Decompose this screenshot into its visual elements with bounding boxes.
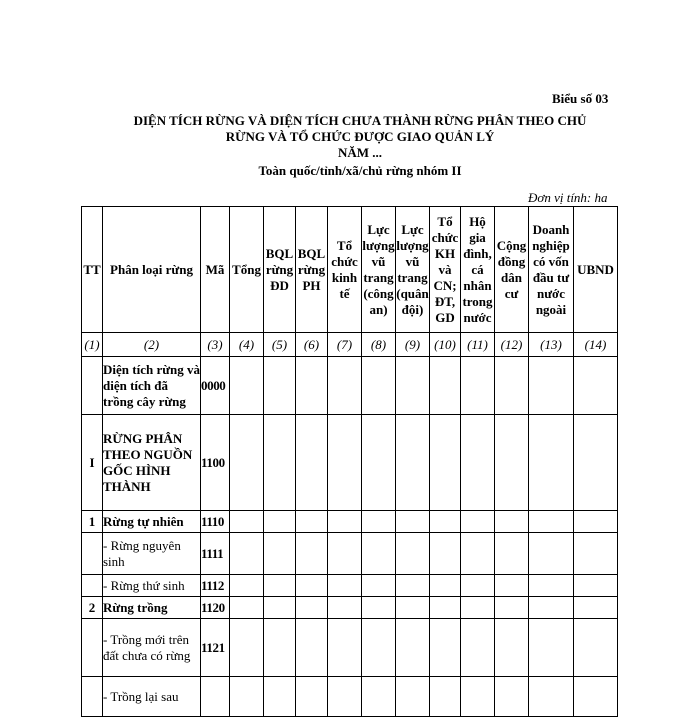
row-category: Rừng trồng xyxy=(103,597,201,619)
row-category: RỪNG PHÂN THEO NGUỒN GỐC HÌNH THÀNH xyxy=(103,415,201,511)
col-number: (12) xyxy=(495,333,529,357)
col-number: (3) xyxy=(201,333,230,357)
value-cell xyxy=(529,533,574,575)
value-cell xyxy=(264,415,296,511)
row-index xyxy=(82,357,103,415)
value-cell xyxy=(495,619,529,677)
col-header: Mã xyxy=(201,207,230,333)
col-number: (5) xyxy=(264,333,296,357)
table-row xyxy=(82,597,618,619)
value-cell xyxy=(264,619,296,677)
value-cell xyxy=(430,511,461,533)
value-cell xyxy=(396,575,430,597)
value-cell xyxy=(230,619,264,677)
col-number: (11) xyxy=(461,333,495,357)
value-cell xyxy=(529,677,574,717)
row-category: Diện tích rừng và diện tích đã trồng cây rừng xyxy=(103,357,201,415)
value-cell xyxy=(430,415,461,511)
col-number: (2) xyxy=(103,333,201,357)
value-cell xyxy=(328,677,362,717)
col-header: Doanh nghiệp có vốn đầu tư nước ngoài xyxy=(529,207,574,333)
value-cell xyxy=(529,575,574,597)
title-line-3: NĂM ... xyxy=(337,145,383,160)
col-header: TT xyxy=(82,207,103,333)
value-cell xyxy=(461,619,495,677)
value-cell xyxy=(296,619,328,677)
value-cell xyxy=(230,357,264,415)
value-cell xyxy=(529,597,574,619)
table-row xyxy=(82,677,618,717)
table-row xyxy=(82,575,618,597)
table-row xyxy=(82,533,618,575)
data-rows xyxy=(82,357,618,717)
value-cell xyxy=(396,357,430,415)
row-code: 1110 xyxy=(201,511,230,533)
value-cell xyxy=(362,677,396,717)
unit-label: Đơn vị tính: ha xyxy=(528,190,608,205)
table-row xyxy=(82,415,618,511)
value-cell xyxy=(362,511,396,533)
value-cell xyxy=(396,619,430,677)
col-number: (10) xyxy=(430,333,461,357)
column-number-row xyxy=(82,333,618,357)
row-code: 0000 xyxy=(201,357,230,415)
col-header: BQL rừng PH xyxy=(296,207,328,333)
value-cell xyxy=(328,597,362,619)
value-cell xyxy=(396,415,430,511)
value-cell xyxy=(461,533,495,575)
value-cell xyxy=(328,619,362,677)
value-cell xyxy=(230,533,264,575)
col-number: (1) xyxy=(82,333,103,357)
value-cell xyxy=(574,677,618,717)
col-header: Lực lượng vũ trang (công an) xyxy=(362,207,396,333)
value-cell xyxy=(328,533,362,575)
value-cell xyxy=(574,575,618,597)
value-cell xyxy=(328,575,362,597)
row-category: Rừng tự nhiên xyxy=(103,511,201,533)
col-header: Tổ chức KH và CN; ĐT, GD xyxy=(430,207,461,333)
value-cell xyxy=(230,575,264,597)
value-cell xyxy=(461,415,495,511)
value-cell xyxy=(264,575,296,597)
row-code xyxy=(201,677,230,717)
value-cell xyxy=(328,415,362,511)
col-header: Tổ chức kinh tế xyxy=(328,207,362,333)
value-cell xyxy=(328,357,362,415)
col-number: (6) xyxy=(296,333,328,357)
col-number: (4) xyxy=(230,333,264,357)
col-header: Phân loại rừng xyxy=(103,207,201,333)
value-cell xyxy=(230,511,264,533)
row-index: 2 xyxy=(82,597,103,619)
value-cell xyxy=(574,597,618,619)
value-cell xyxy=(362,415,396,511)
header-row xyxy=(82,207,618,333)
row-category: - Trồng mới trên đất chưa có rừng xyxy=(103,619,201,677)
value-cell xyxy=(495,677,529,717)
row-index: I xyxy=(82,415,103,511)
col-header: Cộng đồng dân cư xyxy=(495,207,529,333)
value-cell xyxy=(362,533,396,575)
value-cell xyxy=(430,357,461,415)
value-cell xyxy=(461,357,495,415)
title-line-1: DIỆN TÍCH RỪNG VÀ DIỆN TÍCH CHƯA THÀNH RỪNG PHÂN THEO CHỦ xyxy=(133,113,587,128)
col-number: (9) xyxy=(396,333,430,357)
table-row xyxy=(82,511,618,533)
col-number: (14) xyxy=(574,333,618,357)
value-cell xyxy=(230,415,264,511)
row-index xyxy=(82,619,103,677)
value-cell xyxy=(430,677,461,717)
row-category: - Rừng thứ sinh xyxy=(103,575,201,597)
value-cell xyxy=(296,575,328,597)
value-cell xyxy=(495,415,529,511)
value-cell xyxy=(574,533,618,575)
report-title xyxy=(80,113,640,179)
col-number: (13) xyxy=(529,333,574,357)
value-cell xyxy=(461,575,495,597)
value-cell xyxy=(461,677,495,717)
value-cell xyxy=(362,575,396,597)
value-cell xyxy=(396,597,430,619)
value-cell xyxy=(264,597,296,619)
value-cell xyxy=(264,511,296,533)
row-category: - Trồng lại sau xyxy=(103,677,201,717)
value-cell xyxy=(362,597,396,619)
value-cell xyxy=(296,677,328,717)
value-cell xyxy=(396,511,430,533)
value-cell xyxy=(461,511,495,533)
value-cell xyxy=(264,677,296,717)
value-cell xyxy=(574,415,618,511)
value-cell xyxy=(495,511,529,533)
value-cell xyxy=(396,677,430,717)
row-code: 1111 xyxy=(201,533,230,575)
value-cell xyxy=(296,533,328,575)
value-cell xyxy=(430,575,461,597)
value-cell xyxy=(430,533,461,575)
row-category: - Rừng nguyên sinh xyxy=(103,533,201,575)
table-row xyxy=(82,357,618,415)
title-line-4: Toàn quốc/tỉnh/xã/chủ rừng nhóm II xyxy=(258,163,462,178)
row-index xyxy=(82,575,103,597)
col-header: Hộ gia đình, cá nhân trong nước xyxy=(461,207,495,333)
col-header: UBND xyxy=(574,207,618,333)
value-cell xyxy=(230,597,264,619)
value-cell xyxy=(430,597,461,619)
form-number: Biểu số 03 xyxy=(552,91,609,106)
col-header: BQL rừng ĐD xyxy=(264,207,296,333)
col-number: (8) xyxy=(362,333,396,357)
row-code: 1120 xyxy=(201,597,230,619)
value-cell xyxy=(495,533,529,575)
row-index xyxy=(82,533,103,575)
value-cell xyxy=(296,415,328,511)
value-cell xyxy=(264,533,296,575)
row-code: 1100 xyxy=(201,415,230,511)
value-cell xyxy=(574,511,618,533)
value-cell xyxy=(396,533,430,575)
value-cell xyxy=(574,357,618,415)
value-cell xyxy=(296,597,328,619)
col-number: (7) xyxy=(328,333,362,357)
value-cell xyxy=(430,619,461,677)
col-header: Lực lượng vũ trang (quân đội) xyxy=(396,207,430,333)
value-cell xyxy=(529,415,574,511)
value-cell xyxy=(529,357,574,415)
row-index xyxy=(82,677,103,717)
title-line-2: RỪNG VÀ TỔ CHỨC ĐƯỢC GIAO QUẢN LÝ xyxy=(225,129,495,144)
value-cell xyxy=(362,357,396,415)
col-header: Tổng xyxy=(230,207,264,333)
value-cell xyxy=(296,511,328,533)
value-cell xyxy=(495,575,529,597)
value-cell xyxy=(529,511,574,533)
value-cell xyxy=(574,619,618,677)
value-cell xyxy=(328,511,362,533)
value-cell xyxy=(461,597,495,619)
value-cell xyxy=(362,619,396,677)
row-code: 1121 xyxy=(201,619,230,677)
value-cell xyxy=(264,357,296,415)
value-cell xyxy=(230,677,264,717)
value-cell xyxy=(529,619,574,677)
value-cell xyxy=(495,597,529,619)
row-code: 1112 xyxy=(201,575,230,597)
forest-area-table xyxy=(81,206,618,717)
value-cell xyxy=(296,357,328,415)
row-index: 1 xyxy=(82,511,103,533)
value-cell xyxy=(495,357,529,415)
table-row xyxy=(82,619,618,677)
